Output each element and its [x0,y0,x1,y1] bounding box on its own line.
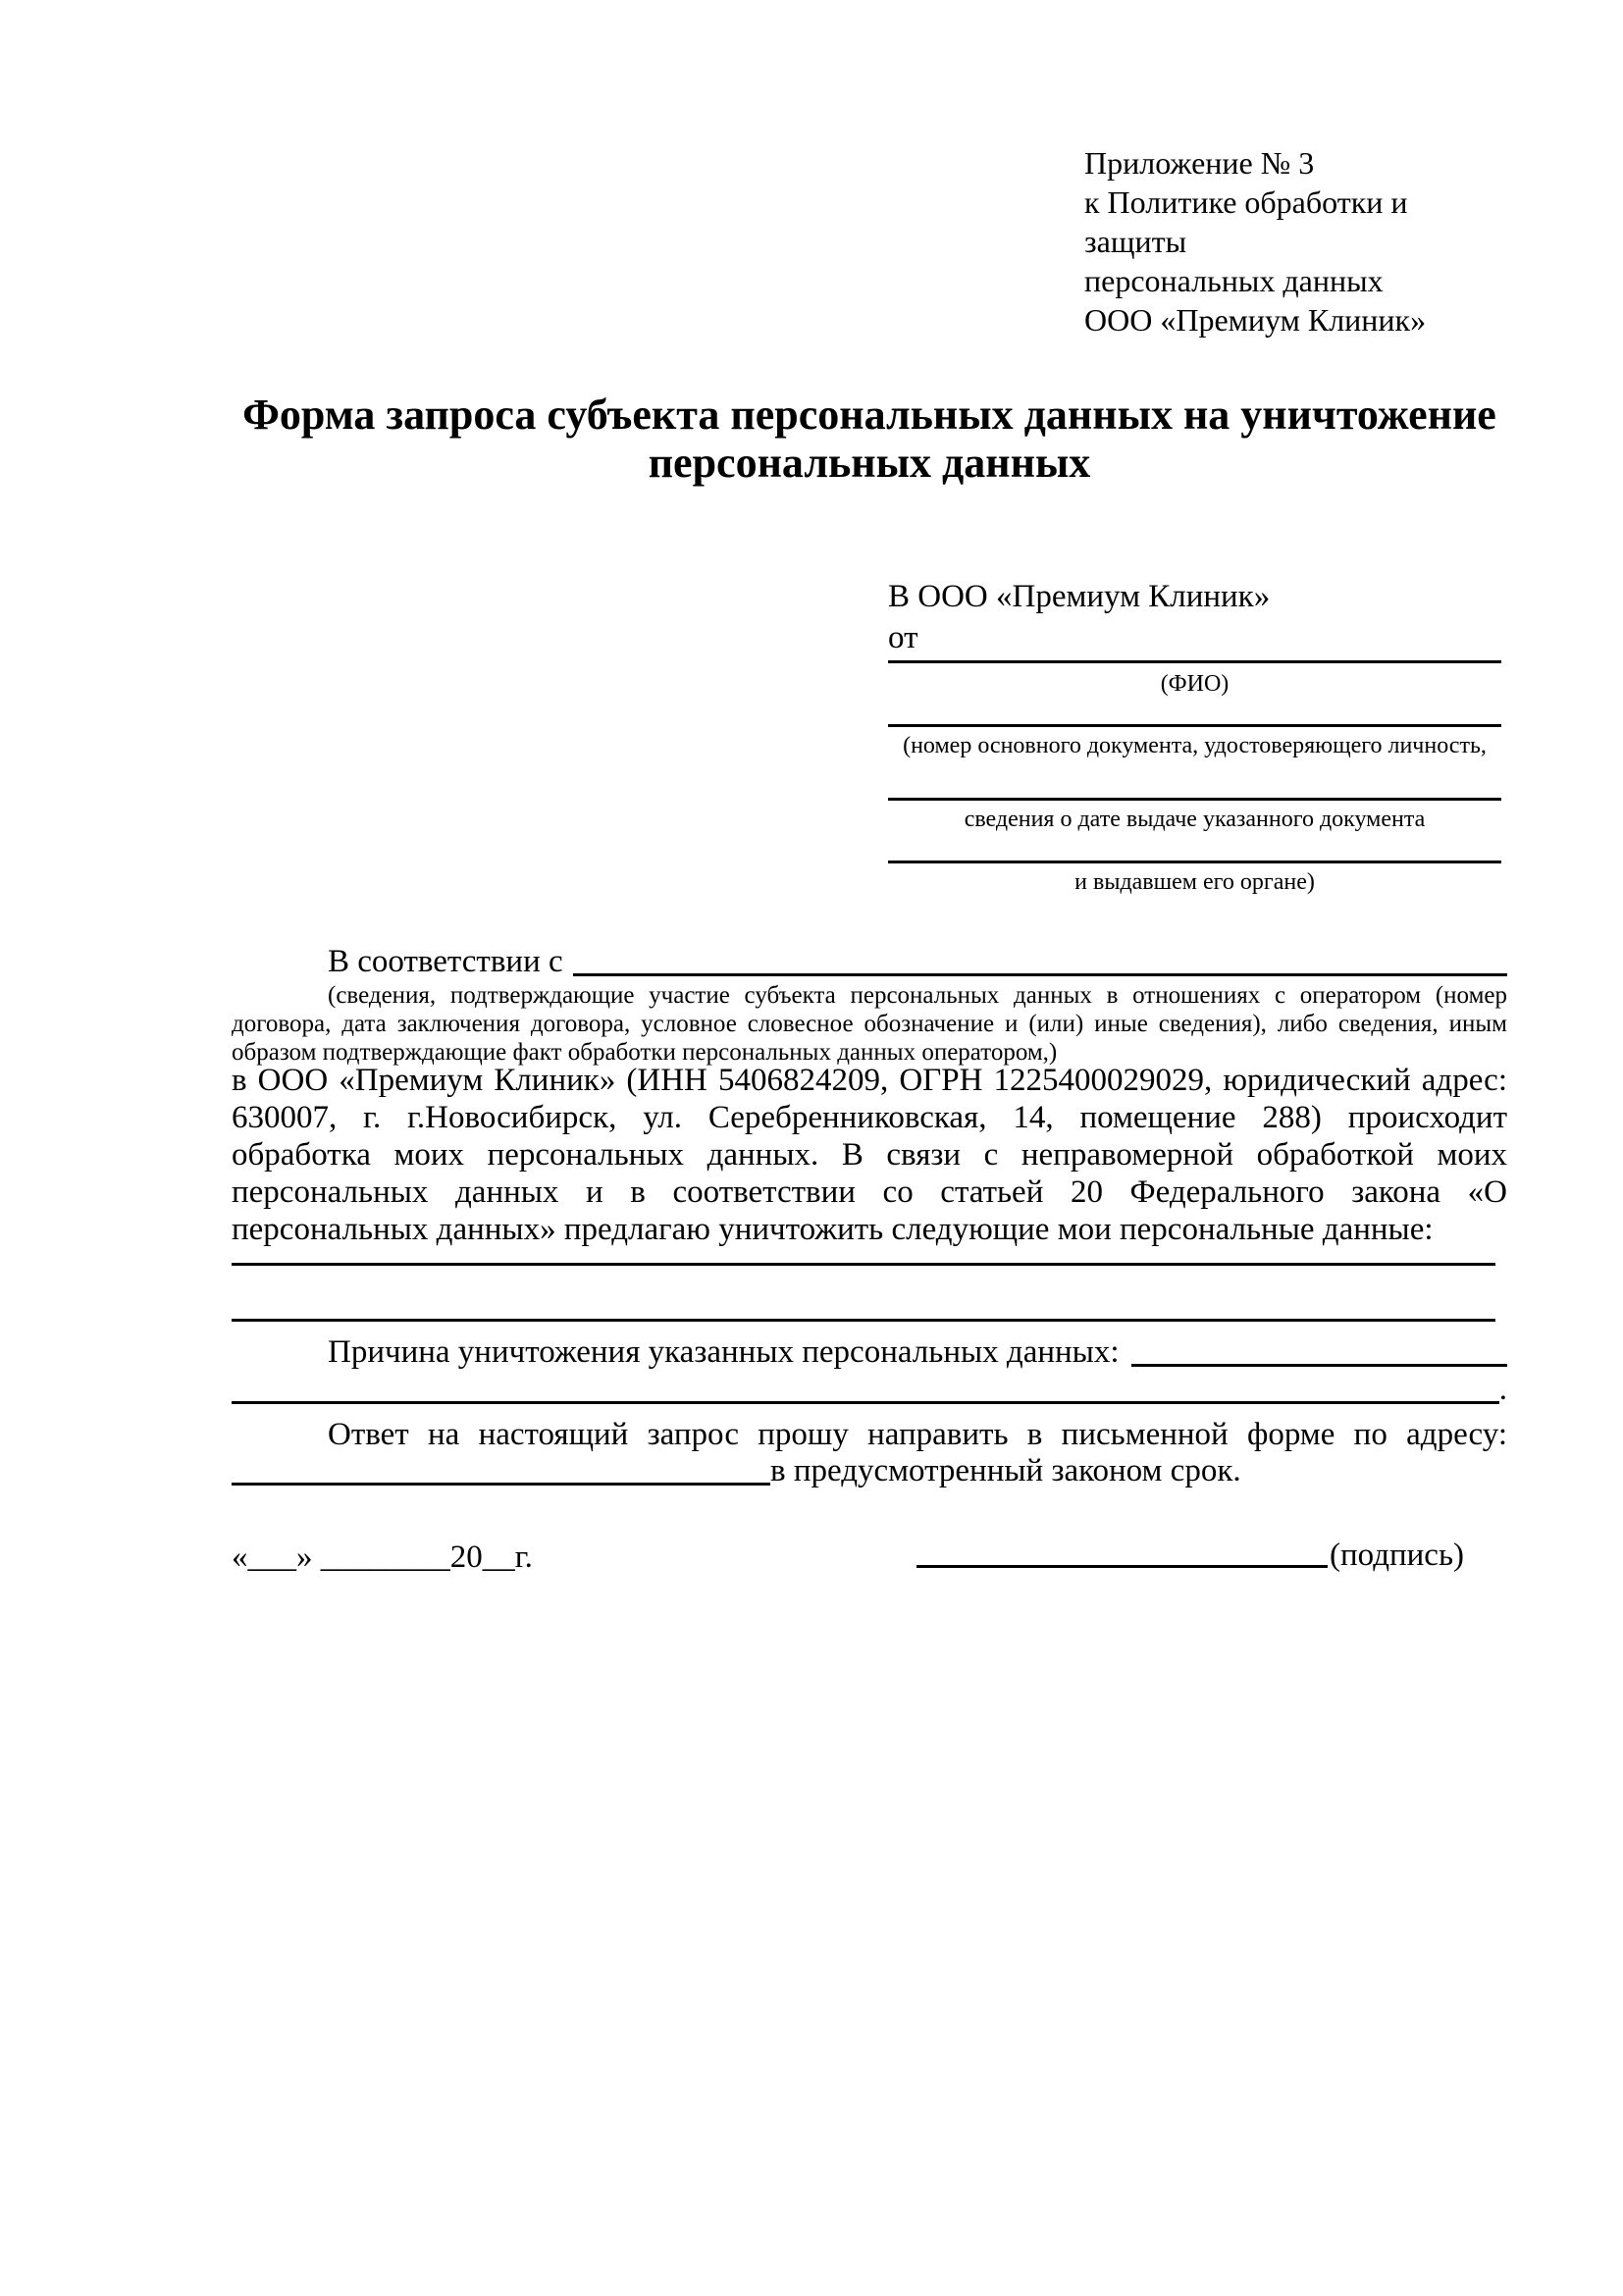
appendix-header-line: персональных данных [1084,263,1384,298]
reason-period: . [1498,1372,1507,1407]
appendix-header-line: к Политике обработки и защиты [1084,184,1408,259]
reason-blank-line [1131,1332,1507,1367]
response-term-text: в предусмотренный законом срок. [770,1453,1241,1488]
reason-blank-line-2 [232,1374,1499,1404]
main-paragraph: в ООО «Премиум Клиник» (ИНН 5406824209, ОГРН 1225400029029, юридический адрес: 630007, г. г.Новосибирск, ул. Серебренниковская, 14, помещение 288) происходит обработка моих персональных данных. В связи с неправомерной обработкой моих персональных данных и в соответствии со статьей 20 Федерального закона «О персональных данных» предлагаю уничтожить следующие мои персональные данные: [232,1063,1507,1247]
fio-caption: (ФИО) [1160,671,1230,697]
document-number-caption: (номер основного документа, удостоверяющего личность, [903,733,1487,758]
reason-continuation-row [232,1374,1507,1406]
document-title [232,391,1507,487]
personal-data-blank-line [232,1263,1495,1266]
appendix-header-line: Приложение № 3 [1084,145,1315,181]
response-sentence-line1: Ответ на настоящий запрос прошу направить в письменной форме по адресу: [328,1417,1507,1452]
addressee-from-label: от [888,620,918,655]
reason-label: Причина уничтожения указанных персональных данных: [328,1334,1120,1370]
fio-blank-line [888,660,1501,663]
address-blank-line [232,1455,770,1486]
document-title-line: персональных данных [648,439,1091,487]
appendix-header [1084,143,1516,339]
accordance-note: (сведения, подтверждающие участие субъекта персональных данных в отношениях с оператором (номер договора, дата заключения договора, условное словесное обозначение и (или) иные сведения), либо сведения, иным образом подтверждающие факт обработки персональных данных оператором,) [232,982,1507,1066]
issuing-authority-blank-line [888,861,1501,863]
issuing-authority-caption: и выдавшем его органе) [1074,869,1315,895]
document-number-blank-line [888,724,1501,727]
accordance-label: В соответствии с [328,944,563,979]
date-line: «___» ________20__г. [232,1539,533,1575]
issue-date-caption: сведения о дате выдаче указанного документа [964,807,1426,832]
addressee-block [888,579,1501,908]
appendix-header-line: ООО «Премиум Клиник» [1084,302,1427,338]
response-sentence-line2 [232,1455,1507,1487]
personal-data-blank-line [232,1319,1495,1322]
reason-row [232,1332,1507,1372]
issue-date-blank-line [888,798,1501,801]
signature-blank-line [916,1565,1328,1568]
addressee-to: В ООО «Премиум Клиник» [888,579,1271,614]
signature-caption: (подпись) [1330,1538,1464,1573]
accordance-row [232,942,1507,981]
accordance-blank-line [573,942,1507,976]
document-title-line: Форма запроса субъекта персональных данных на уничтожение [242,391,1496,439]
